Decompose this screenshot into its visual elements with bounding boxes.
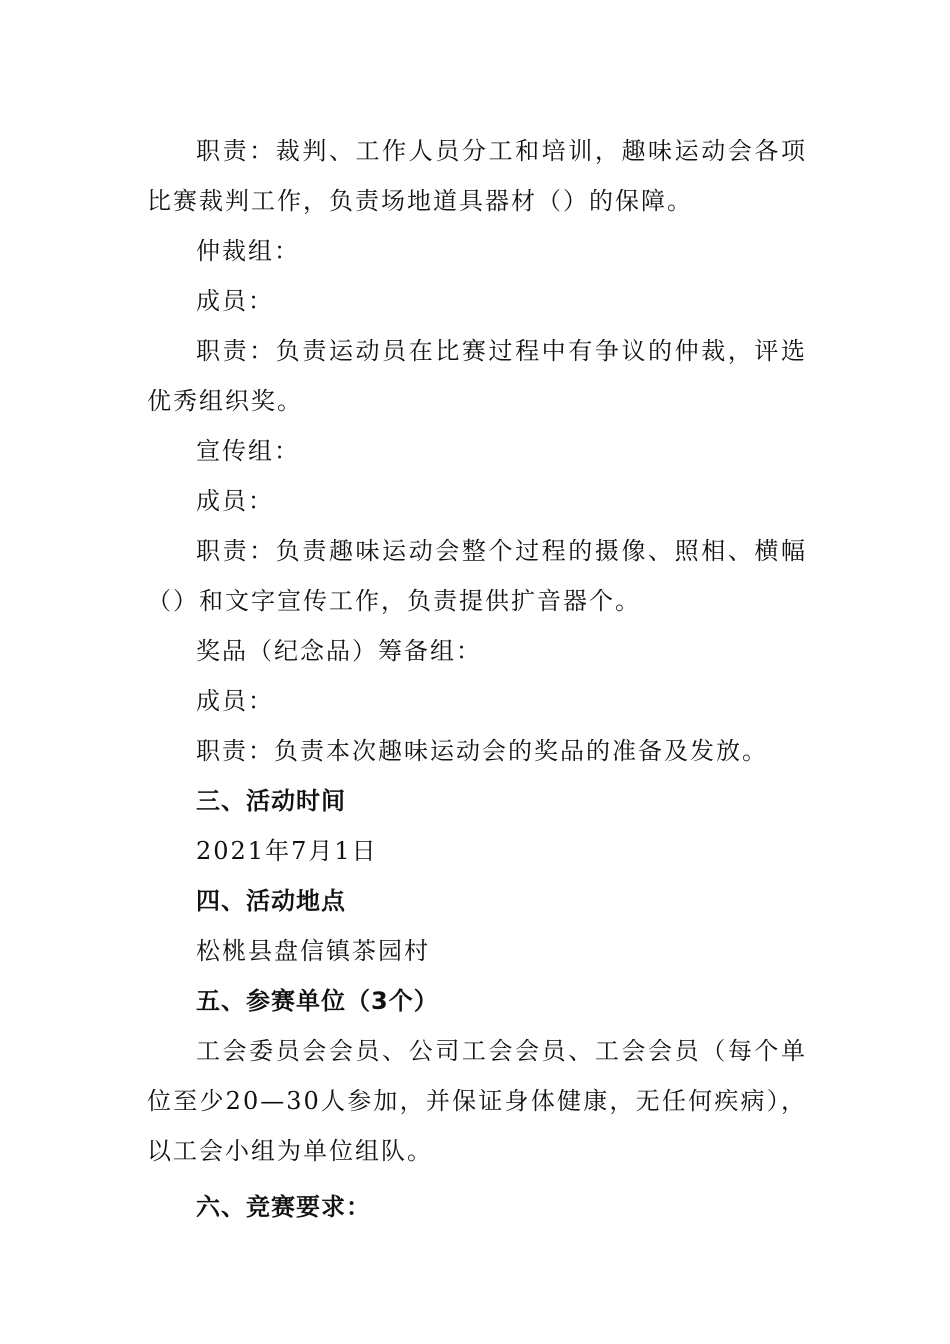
activity-location: 松桃县盘信镇茶园村 (196, 937, 430, 965)
arbitration-group-label: 仲裁组： (196, 237, 300, 265)
duties-publicity-paragraph: 职责：负责趣味运动会整个过程的摄像、照相、横幅（）和文字宣传工作，负责提供扩音器个。 (147, 537, 807, 615)
section-heading-requirements: 六、竞赛要求： (196, 1193, 371, 1221)
section-heading-participants: 五、参赛单位（3个） (196, 987, 439, 1015)
document-body (147, 126, 807, 1232)
participants-paragraph: 工会委员会会员、公司工会会员、工会会员（每个单位至少20—30人参加，并保证身体健康，无任何疾病），以工会小组为单位组队。 (147, 1037, 807, 1165)
duties-arbitration-paragraph: 职责：负责运动员在比赛过程中有争议的仲裁，评选优秀组织奖。 (147, 337, 807, 415)
publicity-members-label: 成员： (196, 487, 274, 515)
section-heading-location: 四、活动地点 (196, 887, 346, 915)
duties-prize-paragraph: 职责：负责本次趣味运动会的奖品的准备及发放。 (196, 737, 768, 765)
prize-group-label: 奖品（纪念品）筹备组： (196, 637, 482, 665)
section-heading-time: 三、活动时间 (196, 787, 346, 815)
publicity-group-label: 宣传组： (196, 437, 300, 465)
duties-referee-paragraph: 职责：裁判、工作人员分工和培训，趣味运动会各项比赛裁判工作，负责场地道具器材（）的保障。 (147, 137, 807, 215)
prize-members-label: 成员： (196, 687, 274, 715)
arbitration-members-label: 成员： (196, 287, 274, 315)
activity-date: 2021年7月1日 (196, 837, 378, 865)
